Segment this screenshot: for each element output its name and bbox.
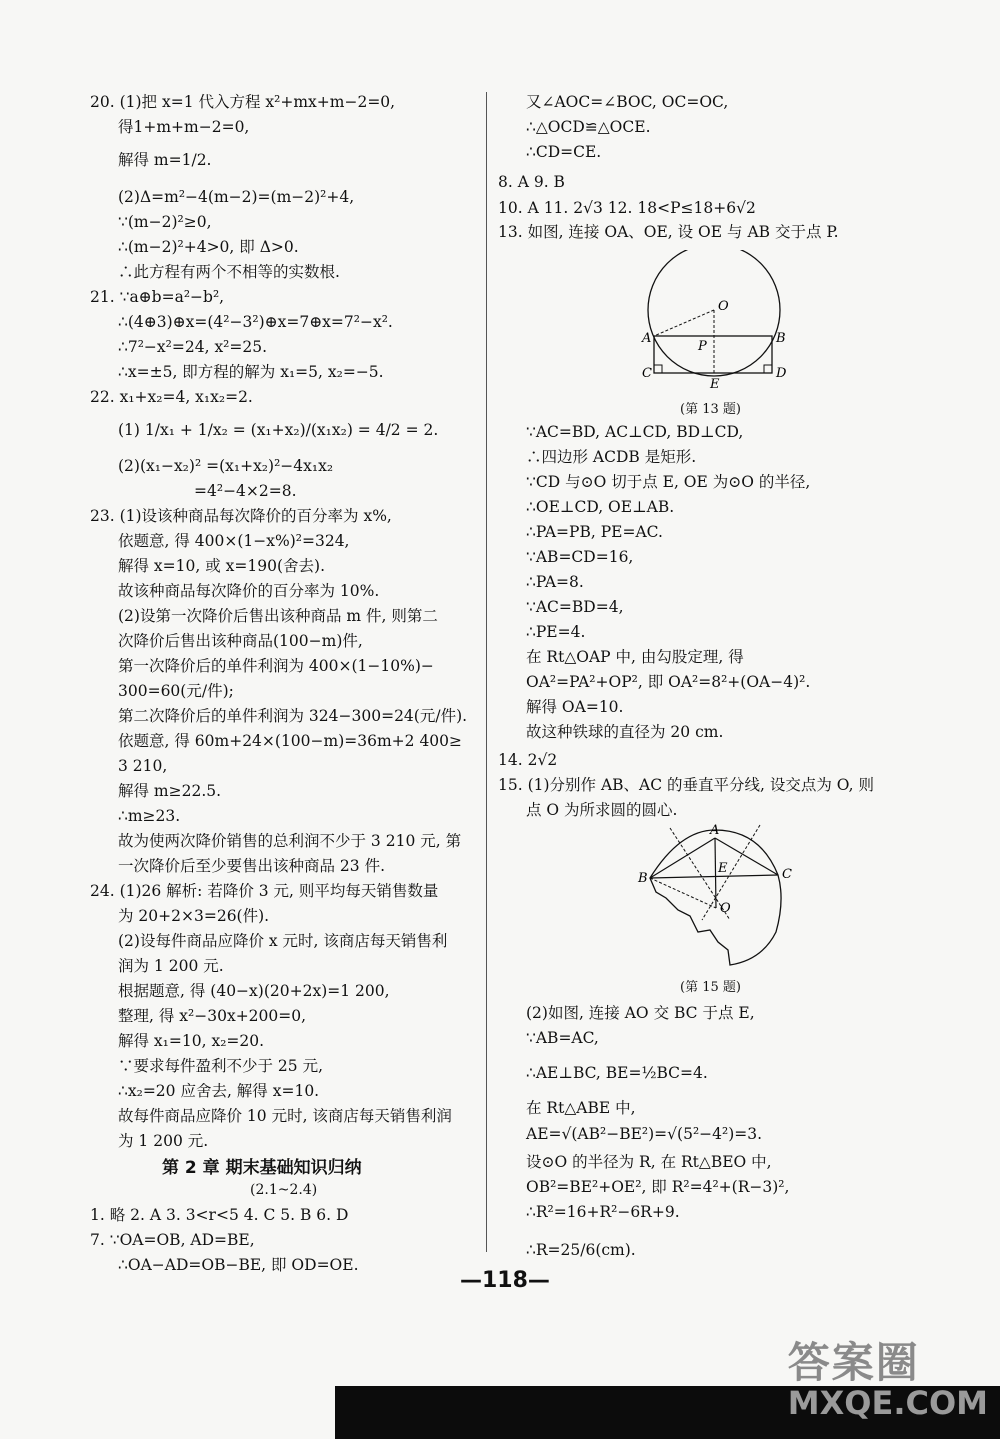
watermark-bottom: MXQE.COM <box>787 1384 988 1422</box>
fig15-ab <box>650 838 715 878</box>
figure-13 <box>630 250 790 390</box>
fig13-right-angle-d <box>764 365 772 373</box>
right-line: 在 Rt△OAP 中, 由勾股定理, 得 <box>526 648 744 666</box>
fig13-label-d: D <box>776 366 787 381</box>
left-line: 20. (1)把 x=1 代入方程 x²+mx+m−2=0, <box>90 93 396 111</box>
right-line: 故这种铁球的直径为 20 cm. <box>526 723 724 741</box>
fig13-caption: (第 13 题) <box>680 402 741 417</box>
left-line: 1. 略 2. A 3. 3<r<5 4. C 5. B 6. D <box>90 1206 349 1224</box>
left-line: 解得 x₁=10, x₂=20. <box>118 1032 265 1050</box>
right-line: ∵AB=CD=16, <box>526 548 634 566</box>
fig15-bc <box>650 875 778 878</box>
right-line: 14. 2√2 <box>498 751 558 769</box>
right-line: ∵AC=BD=4, <box>526 598 624 616</box>
right-line: ∴AE⊥BC, BE=½BC=4. <box>526 1064 708 1082</box>
left-line: 为 1 200 元. <box>118 1132 209 1150</box>
fig13-label-a: A <box>642 331 652 346</box>
page-number: —118— <box>460 1268 550 1293</box>
right-line: ∴R=25/6(cm). <box>526 1241 636 1259</box>
right-line: OA²=PA²+OP², 即 OA²=8²+(OA−4)². <box>526 673 811 691</box>
left-line: 故该种商品每次降价的百分率为 10%. <box>118 582 380 600</box>
left-line: (2)Δ=m²−4(m−2)=(m−2)²+4, <box>118 188 355 206</box>
left-line: 7. ∵OA=OB, AD=BE, <box>90 1231 255 1249</box>
right-line: ∵AB=AC, <box>526 1029 599 1047</box>
left-line: (2)(x₁−x₂)² =(x₁+x₂)²−4x₁x₂ <box>118 457 334 475</box>
left-line: ∵(m−2)²≥0, <box>118 213 212 231</box>
right-line: 设⊙O 的半径为 R, 在 Rt△BEO 中, <box>526 1153 772 1171</box>
fig13-label-p: P <box>698 339 707 354</box>
right-line: ∴△OCD≌△OCE. <box>526 118 651 136</box>
fig13-label-b: B <box>776 331 786 346</box>
fig15-caption: (第 15 题) <box>680 980 741 995</box>
left-line: ∵要求每件盈利不少于 25 元, <box>118 1057 324 1075</box>
fig13-label-c: C <box>642 366 652 381</box>
left-line: 第一次降价后的单件利润为 400×(1−10%)− <box>118 657 434 675</box>
left-line: ∴x₂=20 应舍去, 解得 x=10. <box>118 1082 320 1100</box>
left-line: ∴x=±5, 即方程的解为 x₁=5, x₂=−5. <box>118 363 384 381</box>
left-line: 次降价后售出该种商品(100−m)件, <box>118 632 363 650</box>
left-line: 23. (1)设该种商品每次降价的百分率为 x%, <box>90 507 392 525</box>
column-divider <box>486 92 487 1252</box>
left-line: 根据题意, 得 (40−x)(20+2x)=1 200, <box>118 982 390 1000</box>
left-line: 解得 m≥22.5. <box>118 782 222 800</box>
left-line: ∴(4⊕3)⊕x=(4²−3²)⊕x=7⊕x=7²−x². <box>118 313 393 331</box>
right-line: 解得 OA=10. <box>526 698 624 716</box>
section-title: 第 2 章 期末基础知识归纳 <box>162 1158 362 1178</box>
watermark <box>788 1330 988 1422</box>
left-line: 一次降价后至少要售出该种商品 23 件. <box>118 857 386 875</box>
right-line: ∴PE=4. <box>526 623 586 641</box>
section-subtitle: (2.1~2.4) <box>250 1182 318 1198</box>
left-line: 润为 1 200 元. <box>118 957 224 975</box>
right-line: 13. 如图, 连接 OA、OE, 设 OE 与 AB 交于点 P. <box>498 223 839 241</box>
left-line: 3 210, <box>118 757 168 775</box>
right-line: ∵CD 与⊙O 切于点 E, OE 为⊙O 的半径, <box>526 473 811 491</box>
left-line: 得1+m+m−2=0, <box>118 118 250 136</box>
left-line: (1) 1/x₁ + 1/x₂ = (x₁+x₂)/(x₁x₂) = 4/2 = 2. <box>118 421 439 439</box>
right-line: ∴CD=CE. <box>526 143 602 161</box>
left-line: 依题意, 得 60m+24×(100−m)=36m+2 400≥ <box>118 732 463 750</box>
left-line: 整理, 得 x²−30x+200=0, <box>118 1007 307 1025</box>
left-line: (2)设第一次降价后售出该种商品 m 件, 则第二 <box>118 607 438 625</box>
left-line: 解得 m=1/2. <box>118 151 212 169</box>
fig13-label-o: O <box>718 299 729 314</box>
right-line: 又∠AOC=∠BOC, OC=OC, <box>526 93 729 111</box>
left-line: ∴7²−x²=24, x²=25. <box>118 338 268 356</box>
right-line: ∴PA=PB, PE=AC. <box>526 523 663 541</box>
fig13-label-e: E <box>710 377 720 390</box>
fig15-label-e: E <box>718 861 728 876</box>
right-line: (2)如图, 连接 AO 交 BC 于点 E, <box>526 1004 755 1022</box>
left-line: 故每件商品应降价 10 元时, 该商店每天销售利润 <box>118 1107 452 1125</box>
right-line: OB²=BE²+OE², 即 R²=4²+(R−3)², <box>526 1178 790 1196</box>
right-line: ∵AC=BD, AC⊥CD, BD⊥CD, <box>526 423 744 441</box>
fig13-rectangle <box>654 336 772 373</box>
left-line: 故为使两次降价销售的总利润不少于 3 210 元, 第 <box>118 832 462 850</box>
right-line: 15. (1)分别作 AB、AC 的垂直平分线, 设交点为 O, 则 <box>498 776 874 794</box>
watermark-top: 答案圈 <box>787 1338 920 1387</box>
fig15-label-o: O <box>720 901 731 916</box>
right-line: ∴四边形 ACDB 是矩形. <box>526 448 697 466</box>
left-line: ∴OA−AD=OB−BE, 即 OD=OE. <box>118 1256 359 1274</box>
left-line: ∴此方程有两个不相等的实数根. <box>118 263 340 281</box>
left-line: 第二次降价后的单件利润为 324−300=24(元/件). <box>118 707 468 725</box>
fig13-right-angle-c <box>654 365 662 373</box>
left-line: 300=60(元/件); <box>118 682 234 700</box>
left-line: =4²−4×2=8. <box>194 482 297 500</box>
fig15-label-c: C <box>782 867 792 882</box>
right-line: ∴OE⊥CD, OE⊥AB. <box>526 498 675 516</box>
figure-15 <box>630 820 800 970</box>
right-line: 在 Rt△ABE 中, <box>526 1099 636 1117</box>
right-line: 点 O 为所求圆的圆心. <box>526 801 678 819</box>
right-line: AE=√(AB²−BE²)=√(5²−4²)=3. <box>526 1125 763 1143</box>
left-line: (2)设每件商品应降价 x 元时, 该商店每天销售利 <box>118 932 448 950</box>
left-line: 为 20+2×3=26(件). <box>118 907 270 925</box>
left-line: 24. (1)26 解析: 若降价 3 元, 则平均每天销售数量 <box>90 882 439 900</box>
fig13-oa <box>654 310 714 336</box>
left-line: 依题意, 得 400×(1−x%)²=324, <box>118 532 350 550</box>
right-line: ∴R²=16+R²−6R+9. <box>526 1203 680 1221</box>
right-line: 10. A 11. 2√3 12. 18<P≤18+6√2 <box>498 199 756 217</box>
right-line: 8. A 9. B <box>498 173 565 191</box>
left-line: 解得 x=10, 或 x=190(舍去). <box>118 557 325 575</box>
left-line: ∴m≥23. <box>118 807 181 825</box>
fig15-label-b: B <box>638 871 648 886</box>
right-line: ∴PA=8. <box>526 573 584 591</box>
left-line: ∴(m−2)²+4>0, 即 Δ>0. <box>118 238 299 256</box>
fig15-label-a: A <box>710 823 720 838</box>
left-line: 21. ∵a⊕b=a²−b², <box>90 288 225 306</box>
left-line: 22. x₁+x₂=4, x₁x₂=2. <box>90 388 253 406</box>
